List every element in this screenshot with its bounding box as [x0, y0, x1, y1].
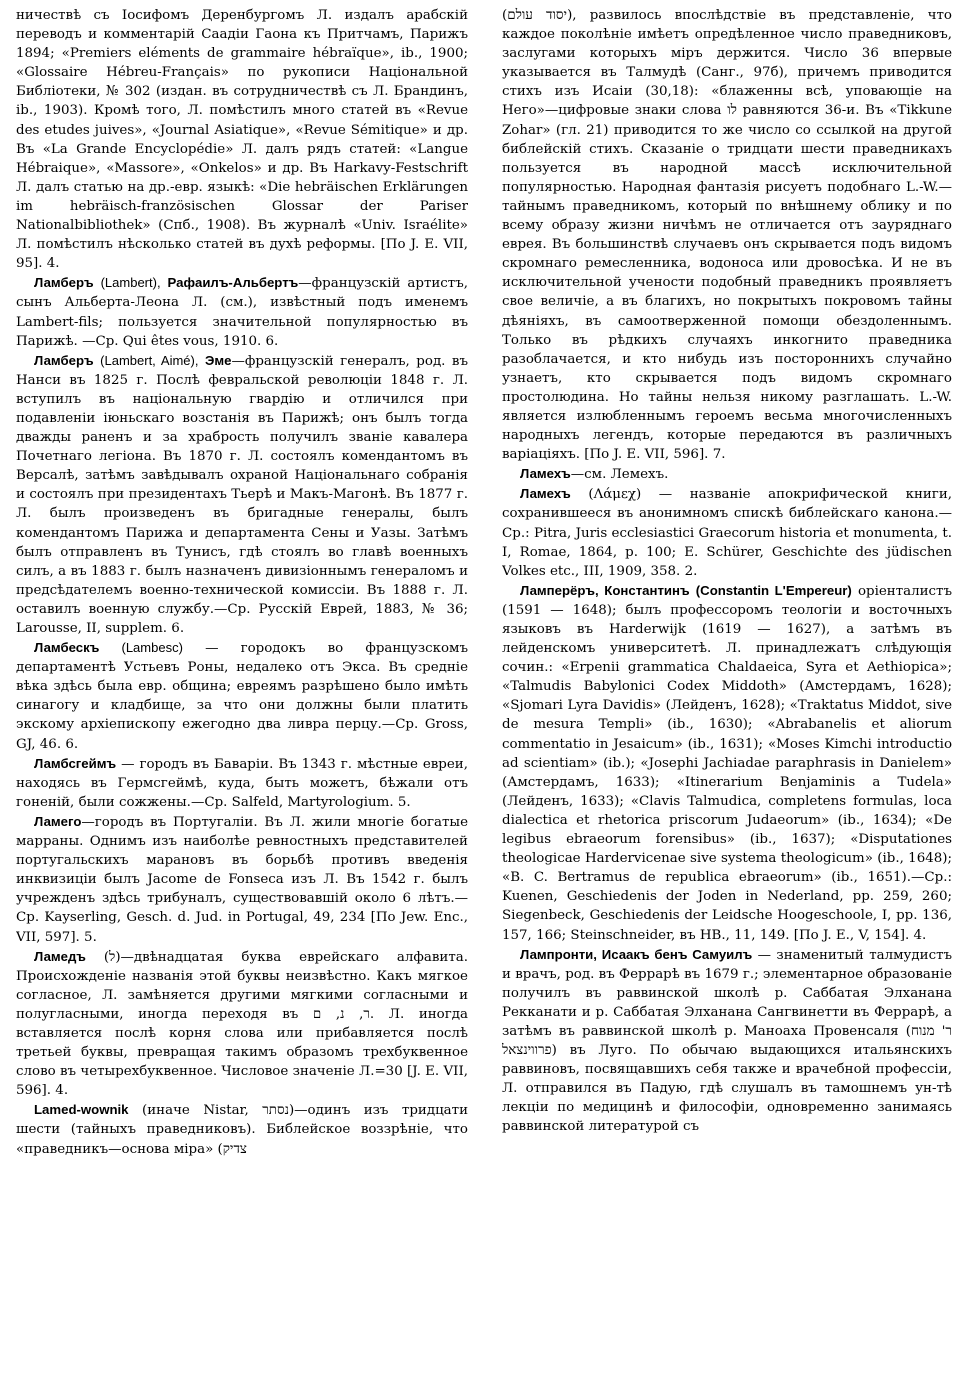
headword-name: Рафаилъ-Альбертъ: [167, 275, 299, 291]
right-column: [502, 6, 952, 1390]
entry-lampronti: [502, 945, 952, 1137]
entry-body: —см. Лемехъ.: [570, 467, 669, 483]
headword-name: Эме: [204, 352, 232, 368]
headword: Ламего: [34, 813, 82, 829]
continued-paragraph: (יסוד עולם), развилось впослѣдствіе въ представленіе, что каждое поколѣніе имѣетъ опредѣленное число праведниковъ, заслугами которыхъ міръ держится. Число 36 впервые указывается въ Талмудѣ (Санг., 97б), причемъ приводится стихъ изъ Исаіи (30,18): «блаженны всѣ, уповающіе на Него»—цифровые знаки слова לו равняются 36-и. Въ «Tikkune Zohar» (гл. 21) приводится то же число со ссылкой на другой библейскій стихъ. Сказаніе о тридцати шести праведникахъ пользуется въ народной массѣ исключительной популярностью. Народная фантазія рисуетъ подобнаго L.-W.—тайнымъ праведникомъ, который по внѣшнему облику и по всему образу жизни ничѣмъ не отличается отъ зауряднаго еврея. Въ большинствѣ случаевъ онъ скрывается подъ видомъ скромнаго ремесленника, водоноса или дровосѣка. И не въ исключительной учености подобный праведникъ проявляетъ свое величіе, а въ благихъ, но покрытыхъ покровомъ тайны дѣяніяхъ, въ самоотверженной помощи обездоленнымъ. Только въ рѣдкихъ случаяхъ инкогнито праведника разоблачается, и кто нибудь изъ постороннихъ случайно узнаетъ, кто скрывается подъ видомъ скромнаго простолюдина. Но тайны нельзя никому разглашать. L.-W. является излюбленнымъ героемъ весьма многочисленныхъ народныхъ легендъ, которые передаются въ различныхъ варіаціяхъ. [По J. E. VII, 596]. 7.: [502, 8, 952, 463]
entry-body: (ל)—двѣнадцатая буква еврейскаго алфавита. Происхожденіе названія этой буквы неизвѣстно. Какъ мягкое согласное, Л. замѣняется другими мягкими согласными и полугласными, иногда переходя въ ר, נ, ם. Л. иногда вставляется послѣ корня слова или прибавляется послѣ третьей буквы, превращая такимъ образомъ трехбуквенное слово въ четырехбуквенное. Числовое значеніе Л.=30 [J. E. VII, 596]. 4.: [16, 949, 468, 1099]
entry-body: — знаменитый талмудистъ и врачъ, род. въ Феррарѣ въ 1679 г.; элементарное образованіе получилъ въ раввинской школѣ р. Саббатая Элханана Рекканати и р. Саббатая Элханана Сангвинетти въ Феррарѣ, а затѣмъ въ раввинской школѣ р. Маноаха Провенсаля (ר' מנוח פרווינצאל) въ Луго. По обычаю выдающихся итальянскихъ раввиновъ, посвящавшихъ себя также и врачебной профессіи, Л. отправился въ Падую, гдѣ слушалъ въ тамошнемъ ун-тѣ лекціи по медицинѣ и философіи, одновременно занимаясь раввинской литературой съ: [502, 947, 952, 1135]
headword: Ламехъ: [520, 466, 571, 482]
entry-body: — городокъ во французскомъ департаментѣ Устьевъ Роны, недалеко отъ Экса. Въ средніе вѣка здѣсь была евр. община; евреямъ разрѣшено было имѣть синагогу и кладбище, за что они должны были платить экскому архіепископу ежегодно два ливра перцу.—Ср. Gross, GJ, 46. 6.: [16, 641, 468, 752]
entry-lamekh: [502, 484, 952, 580]
entry-lambert-aime: [16, 351, 468, 638]
entry-body: оріенталистъ (1591 — 1648); былъ профессоромъ теологіи и восточныхъ языковъ въ Harderwijk (1619 — 1627), а затѣмъ въ лейденскомъ университетѣ. Л. принадлежатъ слѣдующія сочин.: «Erpenii grammatica Chaldaeica, Syra et Aethiopica»; «Talmudis Babylonici Codex Middoth» (Амстердамъ, 1628); «Sjomari Lyra Davidis» (Лейденъ, 1628); «Traktatus Middot, sive de mesura Templi» (ib., 1630); «Abrabanelis et aliorum commentatio in Jesaicum» (ib., 1631); «Moses Kimchi introductio ad scientiam» (ib.); «Josephi Jachiadae paraphrasis in Danielem» (Амстердамъ, 1633); «Itinerarium Benjaminis a Tudela» (Лейденъ, 1633); «Clavis Talmudica, completens formulas, loca dialectica et rhetorica priscorum Judaeorum» (ib., 1634); «De legibus ebraeorum forensibus» (ib., 1637); «Disputationes theologicae Hardervicenae sive systema theologicum» (ib., 1648); «B. C. Bertramus de republica ebraeorum» (ib., 1651).—Ср.: Kuenen, Geschiedenis der Joden in Nederland, pp. 259, 260; Siegenbeck, Geschiedenis der Leidsche Hoogeschoole, I, pp. 136, 157, 166; Steinschneider, въ HB., 11, 149. [По J. E., V, 154]. 4.: [502, 583, 952, 943]
headword-latin: (Constantin L'Empereur): [695, 582, 852, 598]
entry-lambesc: [16, 638, 468, 754]
entry-body: (Λάμεχ) — названіе апокрифической книги, сохранившееся въ анонимномъ спискѣ библейскаго канона.—Ср.: Pitra, Juris ecclesiastici Graecorum historia et monumenta, t. I, Romae, 1864, p. 100; E. Schürer, Geschichte des jüdischen Volkes etc., III, 1909, 358. 2.: [502, 487, 952, 579]
headword: Ламехъ: [520, 486, 571, 502]
entry-body: — городъ въ Баваріи. Въ 1343 г. мѣстные евреи, находясь въ Гермсгеймѣ, куда, быть можетъ, бѣжали отъ гоненій, были сожжены.—Ср. Salfeld, Martyrologium. 5.: [16, 756, 468, 810]
entry-lempereur: [502, 581, 952, 945]
headword-latin: (Lambert, Aimé),: [100, 352, 199, 368]
headword-latin: (Lambesc): [121, 640, 183, 656]
headword: Ламберъ: [34, 275, 94, 291]
entry-lamed-wownik: [16, 1100, 468, 1158]
headword: Лампронти, Исаакъ бенъ Самуилъ: [520, 946, 753, 962]
left-column: [16, 6, 468, 1390]
headword: Ламедъ: [34, 948, 86, 964]
headword: Ламперёръ, Константинъ: [520, 582, 690, 598]
entry-body: (иначе Nistar, נסתר)—одинъ изъ тридцати шести (тайныхъ праведниковъ). Библейское воззрѣніе, что «праведникъ—основа міра» (צדיק: [16, 1103, 468, 1157]
dictionary-page: [16, 6, 952, 1390]
headword: Ламбескъ: [34, 640, 100, 656]
continued-paragraph: ничествѣ съ Іосифомъ Деренбургомъ Л. издалъ арабскій переводъ и комментарій Саадіи Гаона къ Притчамъ, Парижъ 1894; «Premiers eléments de grammaire hébraïque», ib., 1900; «Glossaire Hébreu-Français» по рукописи Національной Библіотеки, № 302 (издан. въ сотрудничествѣ съ Л. Брандинъ, ib., 1903). Кромѣ того, Л. помѣстилъ много статей въ «Revue des etudes juives», «Journal Asiatique», «Revue Sémitique» и др. Въ «La Grande Encyclopédie» Л. далъ рядъ статей: «Langue Hébraique», «Massore», «Onkelos» и др. Въ Harkavy-Festschrift Л. далъ статью на др.-евр. языкѣ: «Die hebräischen Erklärungen im hebräisch-französischen Glossar der Pariser Nationalbibliothek» (Спб., 1908). Въ журналѣ «Univ. Israélite» Л. помѣстилъ нѣсколько статей въ духѣ реформы. [По J. E. VII, 95]. 4.: [16, 8, 468, 272]
entry-body: —французскій генералъ, род. въ Нанси въ 1825 г. Послѣ февральской революціи 1848 г. Л. вступилъ въ національную гвардію и отличился при подавленіи іюньскаго возстанія въ Парижѣ; онъ былъ тогда дважды раненъ и за храбрость получилъ званіе кавалера Почетнаго легіона. Въ 1870 г. Л. состоялъ комендантомъ въ Версалѣ, затѣмъ завѣдывалъ охраной Національнаго собранія и состоялъ при президентахъ Тьерѣ и Макъ-Магонѣ. Въ 1877 г. Л. былъ произведенъ въ бригадные генералы, былъ комендантомъ Парижа и департамента Сены и Уазы. Затѣмъ былъ отправленъ въ Тунисъ, гдѣ стоялъ во главѣ военныхъ силъ, а въ 1883 г. былъ назначенъ дивизіоннымъ генераломъ и предсѣдателемъ военно-технической комиссіи. Въ 1888 г. Л. оставилъ военную службу.—Ср. Русскій Еврей, 1883, № 36; Larousse, II, supplem. 6.: [16, 353, 468, 636]
headword: Ламберъ: [34, 352, 94, 368]
entry-lambert-raphael: [16, 273, 468, 350]
entry-body: —городъ въ Португаліи. Въ Л. жили многіе богатые марраны. Однимъ изъ наиболѣе ревностныхъ представителей португальскихъ марановъ въ борьбѣ противъ введенія инквизиціи былъ Jacome de Fonseca изъ Л. Въ 1542 г. былъ учрежденъ здѣсь трибуналъ, существовавшій около 6 лѣтъ.—Ср. Kayserling, Gesch. d. Jud. in Portugal, 49, 234 [По Jew. Enc., VII, 597]. 5.: [16, 814, 468, 945]
entry-lambsheim: [16, 754, 468, 812]
entry-lamego: [16, 812, 468, 947]
headword: Lamed-wownik: [34, 1102, 129, 1118]
entry-lamekh-ref: [502, 464, 952, 484]
headword: Ламбсгеймъ: [34, 755, 117, 771]
headword-latin: (Lambert),: [100, 275, 161, 291]
entry-body: —французскій артистъ, сынъ Альберта-Леона Л. (см.), извѣстный подъ именемъ Lambert-fils; пользуется значительной популярностью въ Парижѣ. —Ср. Qui êtes vous, 1910. 6.: [16, 276, 468, 349]
entry-lamed: [16, 947, 468, 1101]
